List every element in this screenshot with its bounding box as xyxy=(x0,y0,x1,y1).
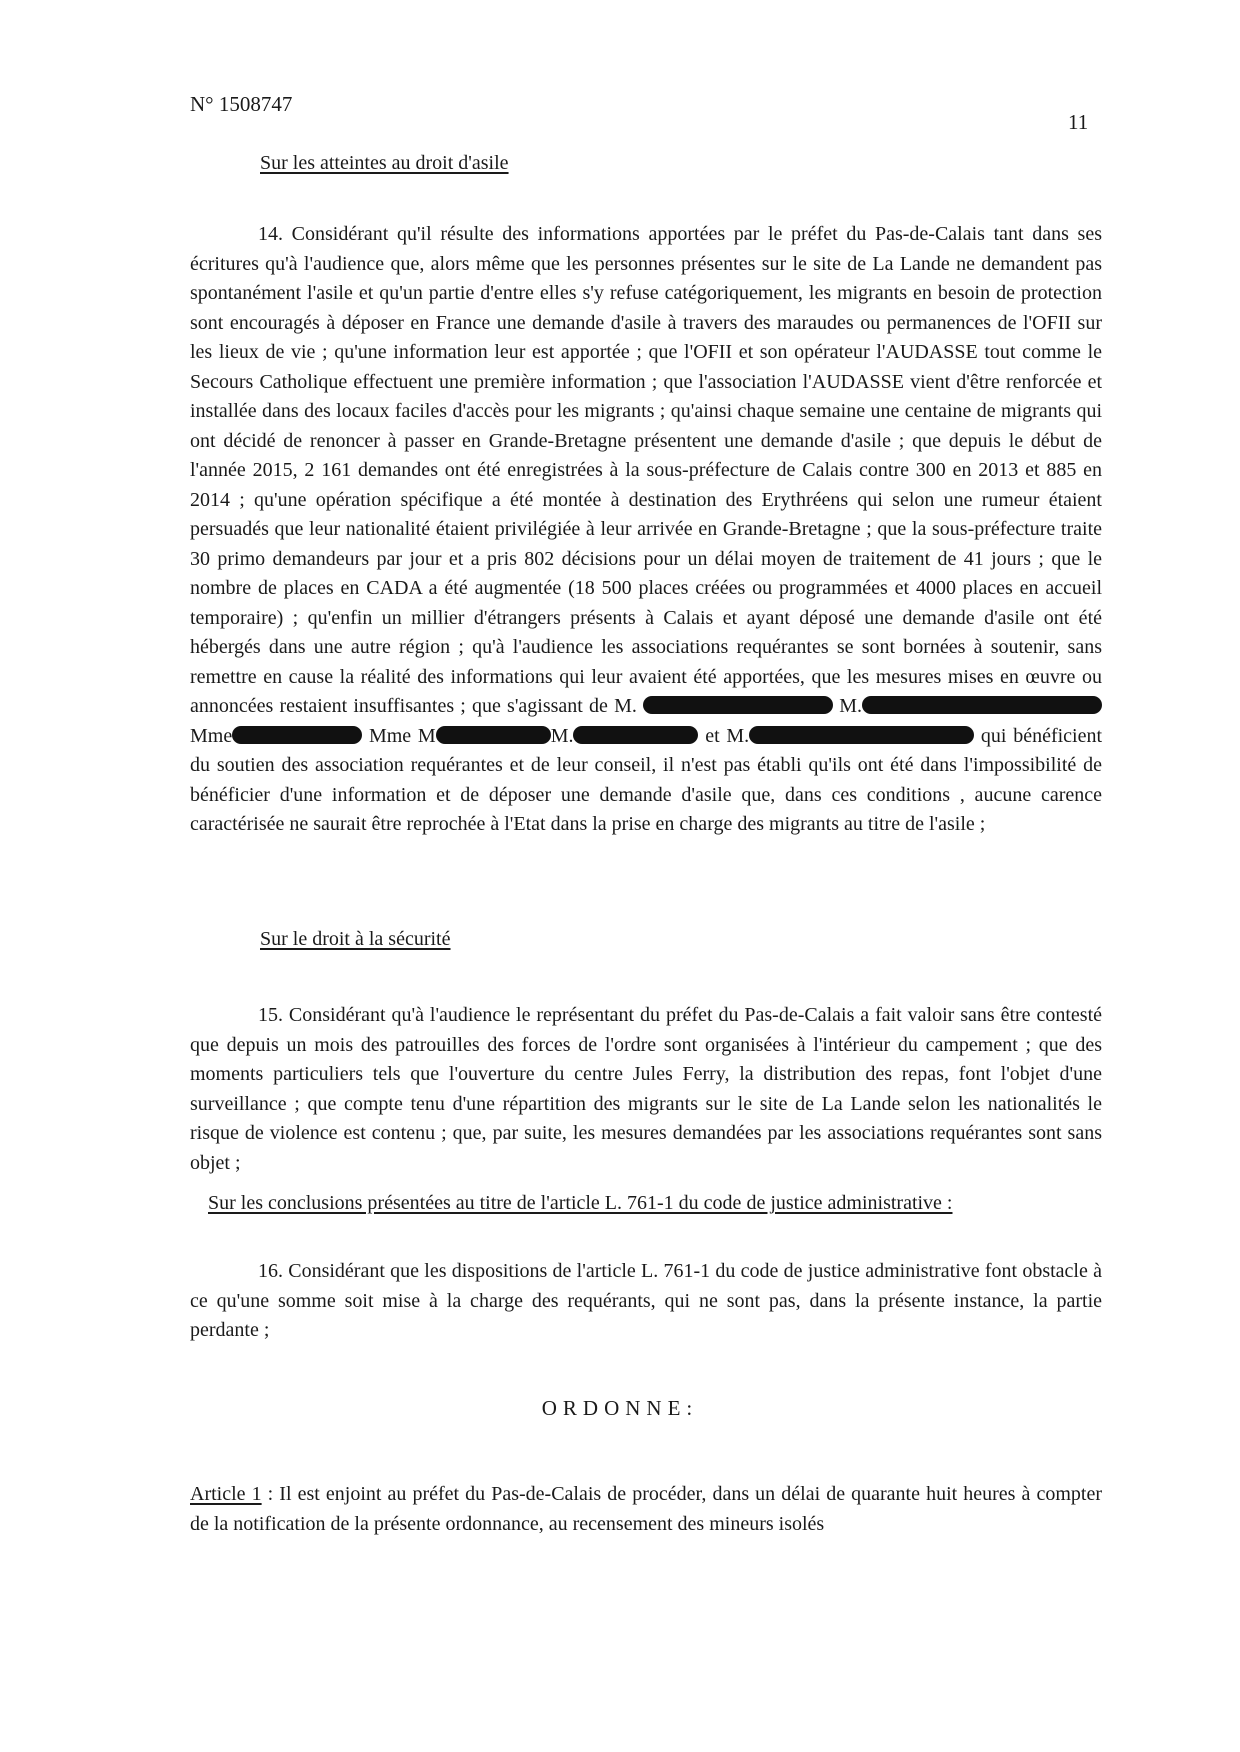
paragraph-14-text: M. xyxy=(550,724,574,747)
ordonne-title: ORDONNE: xyxy=(541,1396,699,1420)
article-1 xyxy=(190,1480,1102,1539)
page-number: 11 xyxy=(1068,110,1089,134)
redaction-block xyxy=(436,726,551,744)
paragraph-14-text: qui bénéficient du soutien des association requérantes et de leur conseil, il n'est pas établi qu'ils ont été dans l'impossibilité de bénéficier d'une information et de déposer une demande d'asile que, dans ces conditions , aucune carence caractérisée ne saurait être reprochée à l'Etat dans la prise en charge des migrants au titre de l'asile ; xyxy=(190,724,1103,835)
heading-droit-securite: Sur le droit à la sécurité xyxy=(260,928,451,950)
redaction-block xyxy=(643,696,833,714)
redaction-block xyxy=(749,726,974,744)
heading-conclusions: Sur les conclusions présentées au titre de l'article L. 761-1 du code de justice administrative : xyxy=(208,1192,953,1214)
paragraph-14-text: Mme M xyxy=(368,724,436,747)
article-1-label: Article 1 xyxy=(190,1483,262,1505)
heading-droit-asile: Sur les atteintes au droit d'asile xyxy=(260,152,509,174)
paragraph-14-text: et M. xyxy=(705,724,750,747)
paragraph-16: 16. Considérant que les dispositions de l'article L. 761-1 du code de justice administrative font obstacle à ce qu'une somme soit mise à la charge des requérants, qui ne sont pas, dans la présente instance, la partie perdante ; xyxy=(190,1260,1102,1341)
redaction-block xyxy=(573,726,698,744)
article-1-text: : Il est enjoint au préfet du Pas-de-Calais de procéder, dans un délai de quarante huit heures à compter de la notification de la présente ordonnance, au recensement des mineurs isolés xyxy=(190,1483,1102,1535)
paragraph-14 xyxy=(190,220,1102,840)
redaction-block xyxy=(232,726,362,744)
redaction-block xyxy=(862,696,1102,714)
document-number: N° 1508747 xyxy=(190,92,293,116)
paragraph-14-text: M. xyxy=(839,695,863,717)
paragraph-14-text: Mme xyxy=(190,724,233,747)
paragraph-14-text: 14. Considérant qu'il résulte des informations apportées par le préfet du Pas-de-Calais tant dans ses écritures qu'à l'audience que, alors même que les personnes présentes sur le site de La Lande ne demandent pas spontanément l'asile et qu'un partie d'entre elles s'y refuse catégoriquement, les migrants en besoin de protection sont encouragés à déposer en France une demande d'asile à travers des maraudes ou permanences de l'OFII sur les lieux de vie ; qu'une information leur est apportée ; que l'OFII et son opérateur l'AUDASSE tout comme le Secours Catholique effectuent une première information ; que l'association l'AUDASSE vient d'être renforcée et installée dans des locaux faciles d'accès pour les migrants ; qu'ainsi chaque semaine une centaine de migrants qui ont décidé de renoncer à passer en Grande-Bretagne présentent une demande d'asile ; que depuis le début de l'année 2015, 2 161 demandes ont été enregistrées à la sous-préfecture de Calais contre 300 en 2013 et 885 en 2014 ; qu'une opération spécifique a été montée à destination des Erythréens qui selon une rumeur étaient persuadés que leur nationalité étaient privilégiée à leur arrivée en Grande-Bretagne ; que la sous-préfecture traite 30 primo demandeurs par jour et a pris 802 décisions pour un délai moyen de traitement de 41 jours ; que le nombre de places en CADA a été augmentée (18 500 places créées ou programmées et 4000 places en accueil temporaire) ; qu'enfin un millier d'étrangers présents à Calais et ayant déposé une demande d'asile ont été hébergés dans une autre région ; qu'à l'audience les associations requérantes se sont bornées à soutenir, sans remettre en cause la réalité des informations qui leur avaient été apportées, que les mesures mises en œuvre ou annoncées restaient insuffisantes ; que s'agissant de M. xyxy=(190,223,1102,717)
paragraph-15: 15. Considérant qu'à l'audience le représentant du préfet du Pas-de-Calais a fait valoir sans être contesté que depuis un mois des patrouilles des forces de l'ordre sont organisées à l'intérieur du campement ; que des moments particuliers tels que l'ouverture du centre Jules Ferry, la distribution des repas, font l'objet d'une surveillance ; que compte tenu d'une répartition des migrants sur le site de La Lande selon les nationalités le risque de violence est contenu ; que, par suite, les mesures demandées par les associations requérantes sont sans objet ; xyxy=(190,1004,1102,1174)
